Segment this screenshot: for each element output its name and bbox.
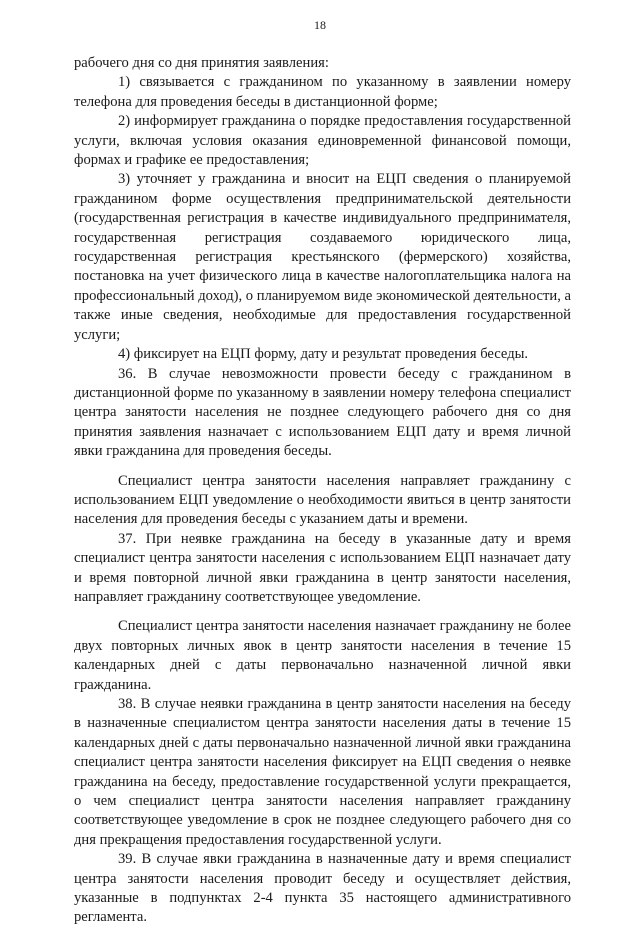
paragraph-continuation: рабочего дня со дня принятия заявления:	[74, 55, 329, 71]
clause-37: 37. При неявке гражданина на беседу в указанные дату и время специалист центра занятости населения с использованием ЕЦП назначает дату и время повторной личной явки гражданина в центр занятости населения, направляет гражданину соответствующее уведомление.	[74, 530, 571, 605]
clause-37-limit: Специалист центра занятости населения назначает гражданину не более двух повторных личных явок в центр занятости населения в течение 15 календарных дней с даты первоначально назначенной личной явки гражданина.	[74, 618, 571, 693]
clause-36: 36. В случае невозможности провести беседу с гражданином в дистанционной форме по указанному в заявлении номеру телефона специалист центра занятости населения не позднее следующего рабочего дня со дня принятия заявления назначает с использованием ЕЦП дату и время личной явки гражданина для проведения беседы.	[74, 365, 571, 460]
page-number: 18	[314, 18, 326, 32]
clause-36-notice: Специалист центра занятости населения направляет гражданину с использованием ЕЦП уведомление о необходимости явиться в центр занятости населения для проведения беседы с указанием даты и времени.	[74, 472, 571, 528]
document-body	[74, 54, 571, 928]
subitem-2: 2) информирует гражданина о порядке предоставления государственной услуги, включая условия оказания единовременной финансовой помощи, формах и графике ее предоставления;	[74, 113, 571, 169]
subitem-3: 3) уточняет у гражданина и вносит на ЕЦП сведения о планируемой гражданином форме осуществления предпринимательской деятельности (государственная регистрация в качестве индивидуального предпринимателя, государственная регистрация создаваемого юридического лица, государственная регистрация крестьянского (фермерского) хозяйства, постановка на учет физического лица в качестве налогоплательщика налога на профессиональный доход), о планируемом виде экономической деятельности, а также иные сведения, необходимые для предоставления государственной услуги;	[74, 171, 571, 343]
subitem-4: 4) фиксирует на ЕЦП форму, дату и результат проведения беседы.	[118, 346, 529, 363]
subitem-1: 1) связывается с гражданином по указанному в заявлении номеру телефона для проведения беседы в дистанционной форме;	[74, 74, 571, 110]
clause-39: 39. В случае явки гражданина в назначенные дату и время специалист центра занятости населения проводит беседу и осуществляет действия, указанные в подпунктах 2-4 пункта 35 настоящего административного регламента.	[74, 851, 571, 926]
clause-38: 38. В случае неявки гражданина в центр занятости населения на беседу в назначенные специалистом центра занятости населения даты в течение 15 календарных дней с даты первоначально назначенной личной явки гражданина специалист центра занятости населения фиксирует на ЕЦП сведения о неявке гражданина на беседу, предоставление государственной услуги прекращается, о чем специалист центра занятости населения направляет гражданину соответствующее уведомление в срок не позднее следующего рабочего дня со дня прекращения предоставления государственной услуги.	[74, 696, 571, 848]
